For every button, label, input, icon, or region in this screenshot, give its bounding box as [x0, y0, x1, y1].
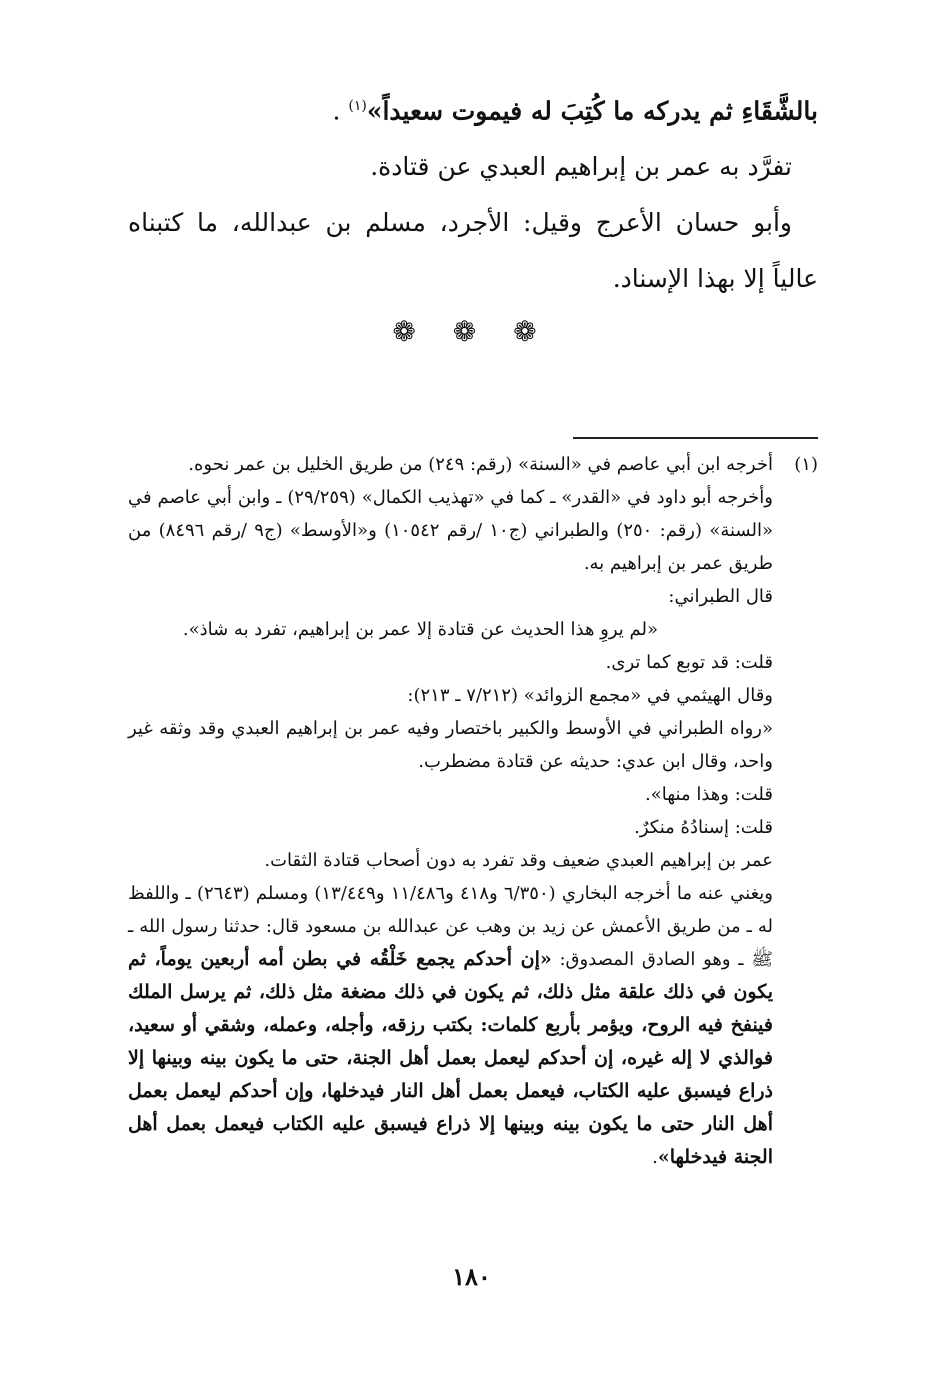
- footnote-line: قلت: وهذا منها».: [645, 784, 773, 805]
- footnote-line: ويغني عنه ما أخرجه البخاري (٦/٣٥٠ و٤١٨ و١١/٤٨٦ و١٣/٤٤٩) ومسلم (٢٦٤٣) ـ واللفظ له ـ من طريق الأعمش عن زيد بن وهب عن عبدالله بن مسعود قال: حدثنا رسول الله ـ ﷺ ـ وهو الصادق المصدوق:: [128, 883, 774, 970]
- paragraph-2: تفرَّد به عمر بن إبراهيم العبدي عن قتادة.: [370, 152, 792, 182]
- paragraph-1: [128, 78, 818, 139]
- footnote-line: وأخرجه أبو داود في «القدر» ـ كما في «تهذيب الكمال» (٢٩/٢٥٩) ـ وابن أبي عاصم في «السنة» (رقم: ٢٥٠) والطبراني (ج١٠ /رقم ١٠٥٤٢) و«الأوسط» (ج٩ /رقم ٨٤٩٦) من طريق عمر بن إبراهيم به.: [128, 487, 773, 574]
- footnote-line: قلت: إسنادُهُ منكرٌ.: [634, 817, 773, 838]
- hadith-end: .: [652, 1147, 658, 1168]
- footnote-line: قلت: قد توبع كما ترى.: [605, 652, 773, 673]
- footnote-line: قال الطبراني:: [668, 586, 773, 607]
- hadith-text: «إن أحدكم يجمع خَلْقُه في بطن أمه أربعين يوماً، ثم يكون في ذلك علقة مثل ذلك، ثم يكون في ذلك مضغة مثل ذلك، ثم يرسل الملك فينفخ فيه الروح، ويؤمر بأربع كلمات: بكتب رزقه، وأجله، وعمله، وشقي أو سعيد، فوالذي لا إله غيره، إن أحدكم ليعمل بعمل أهل الجنة، حتى ما يكون بينه وبينها إلا ذراع فيسبق عليه الكتاب، فيعمل بعمل أهل النار فيدخلها، وإن أحدكم ليعمل بعمل أهل النار حتى ما يكون بينه وبينها إلا ذراع فيسبق عليه الكتاب فيعمل بعمل أهل الجنة فيدخلها»: [128, 948, 773, 1168]
- footnote-number: (١): [794, 454, 818, 475]
- section-separator-ornament: ❁ ❁ ❁: [392, 315, 551, 348]
- footnote-1: [128, 448, 818, 1174]
- footnote-line: أخرجه ابن أبي عاصم في «السنة» (رقم: ٢٤٩) من طريق الخليل بن عمر نحوه.: [188, 454, 773, 475]
- footnotes: [128, 448, 818, 1174]
- page-number: ١٨٠: [452, 1262, 491, 1291]
- footnote-divider: [573, 437, 818, 439]
- footnote-paragraph: [128, 877, 773, 1174]
- footnote-line: عمر بن إبراهيم العبدي ضعيف وقد تفرد به دون أصحاب قتادة الثقات.: [264, 850, 773, 871]
- footnote-quote: «رواه الطبراني في الأوسط والكبير باختصار وفيه عمر بن إبراهيم العبدي وقد وثقه غير واحد، وقال ابن عدي: حديثه عن قتادة مضطرب.: [128, 718, 773, 772]
- footnote-reference: (١): [348, 98, 367, 114]
- paragraph-1-end: .: [332, 96, 349, 126]
- hadith-ending: بالشَّقَاءِ ثم يدركه ما كُتِبَ له فيموت سعيداً»: [366, 96, 818, 126]
- footnote-quote: «لم يروِ هذا الحديث عن قتادة إلا عمر بن إبراهيم، تفرد به شاذ».: [182, 619, 658, 640]
- paragraph-3: وأبو حسان الأعرج وقيل: الأجرد، مسلم بن عبدالله، ما كتبناه عالياً إلا بهذا الإسناد.: [128, 208, 818, 294]
- footnote-line: وقال الهيثمي في «مجمع الزوائد» (٧/٢١٢ ـ ٢١٣):: [407, 685, 773, 706]
- main-text: [128, 78, 818, 307]
